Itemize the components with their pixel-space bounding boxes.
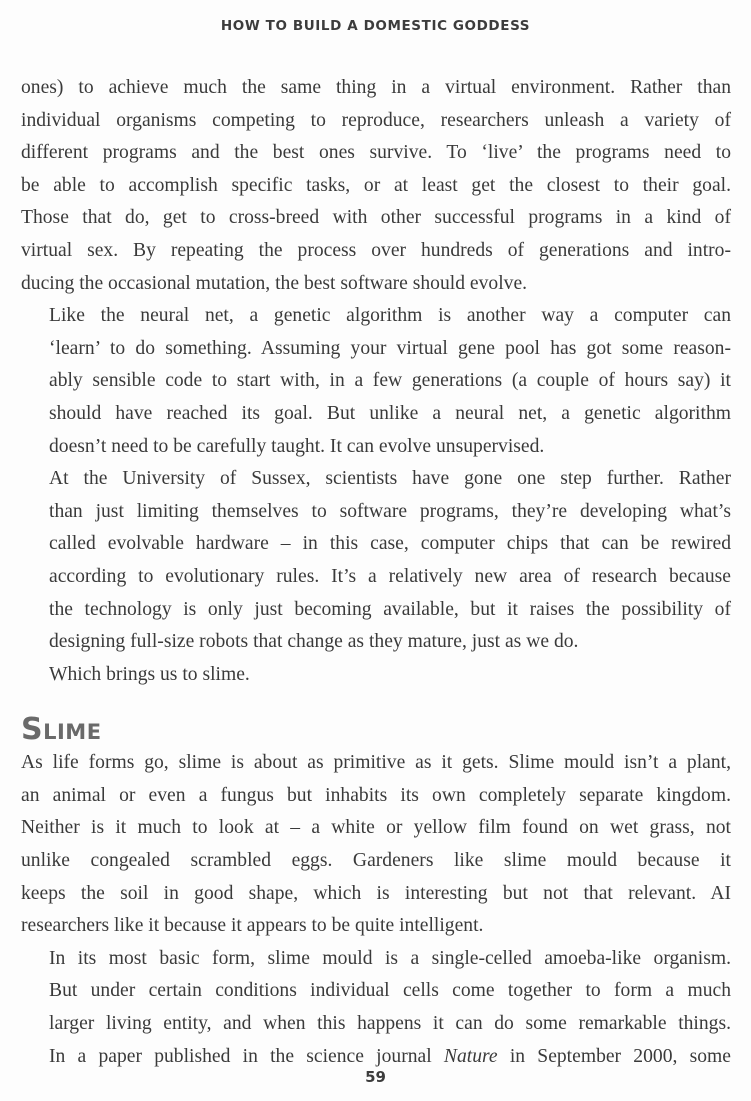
text-line: designing full-size robots that change as they mature, just as we do. [49, 631, 579, 653]
body-text [21, 72, 731, 1073]
text-line: ‘learn’ to do something. Assuming your virtual gene pool has got some reason- [49, 337, 731, 359]
text-line: different programs and the best ones survive. To ‘live’ the programs need to [21, 142, 731, 164]
text-line: an animal or even a fungus but inhabits its own completely separate kingdom. [21, 784, 731, 806]
text-line: As life forms go, slime is about as primitive as it gets. Slime mould isn’t a plant, [21, 752, 731, 774]
text-line: Neither is it much to look at – a white or yellow film found on wet grass, not [21, 817, 731, 839]
text-line: ably sensible code to start with, in a few generations (a couple of hours say) it [49, 370, 731, 392]
text-line: individual organisms competing to reproduce, researchers unleash a variety of [21, 109, 731, 131]
journal-title: Nature [443, 1045, 498, 1067]
text-line: virtual sex. By repeating the process over hundreds of generations and intro- [21, 239, 731, 261]
text-line: according to evolutionary rules. It’s a relatively new area of research because [49, 565, 731, 587]
text-line: At the University of Sussex, scientists have gone one step further. Rather [49, 468, 731, 490]
text-line: In a paper published in the science journal Nature in September 2000, some [49, 1045, 731, 1067]
paragraphs-after-heading [21, 747, 731, 1073]
text-line: Like the neural net, a genetic algorithm is another way a computer can [49, 305, 731, 327]
text-line: unlike congealed scrambled eggs. Gardeners like slime mould because it [21, 850, 731, 872]
text-line: larger living entity, and when this happens it can do some remarkable things. [49, 1013, 731, 1035]
paragraph [21, 943, 731, 1073]
text-line: researchers like it because it appears to be quite intelligent. [21, 915, 484, 937]
text-line: ducing the occasional mutation, the best software should evolve. [21, 272, 528, 294]
text-line: But under certain conditions individual cells come together to form a much [49, 980, 731, 1002]
text-line: keeps the soil in good shape, which is interesting but not that relevant. AI [21, 882, 731, 904]
paragraph [21, 659, 731, 692]
text-line: be able to accomplish specific tasks, or at least get the closest to their goal. [21, 174, 731, 196]
page-number: 59 [365, 1068, 386, 1086]
section-heading: Slime [21, 712, 102, 748]
text-line: called evolvable hardware – in this case, computer chips that can be rewired [49, 533, 731, 555]
text-line: doesn’t need to be carefully taught. It can evolve unsupervised. [49, 435, 545, 457]
paragraph [21, 463, 731, 659]
text-line: Those that do, get to cross-breed with other successful programs in a kind of [21, 207, 731, 229]
text-line: ones) to achieve much the same thing in a virtual environment. Rather than [21, 77, 731, 98]
text-line: Which brings us to slime. [49, 663, 250, 685]
paragraphs-before-heading [21, 72, 731, 691]
running-head: HOW TO BUILD A DOMESTIC GODDESS [220, 18, 531, 34]
text-line: should have reached its goal. But unlike a neural net, a genetic algorithm [49, 402, 731, 424]
paragraph [21, 72, 731, 300]
paragraph [21, 300, 731, 463]
text-line: the technology is only just becoming available, but it raises the possibility of [49, 598, 731, 620]
text-line: than just limiting themselves to software programs, they’re developing what’s [49, 500, 731, 522]
text-line: In its most basic form, slime mould is a single-celled amoeba-like organism. [49, 947, 731, 969]
paragraph [21, 747, 731, 943]
